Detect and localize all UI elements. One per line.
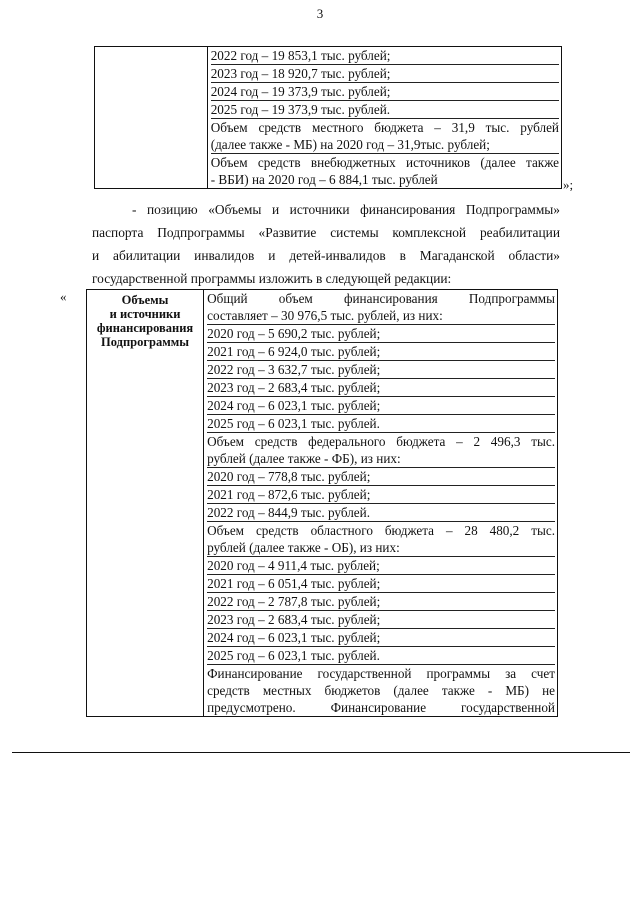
- funding-table-continued: [94, 46, 562, 189]
- funding-line: Объем средств федерального бюджета – 2 496,3 тыс.: [207, 434, 555, 449]
- funding-line: 2023 год – 2 683,4 тыс. рублей;: [207, 378, 555, 396]
- funding-details-cell: [204, 290, 558, 717]
- table-label-cell: [87, 290, 204, 717]
- funding-line: 2022 год – 19 853,1 тыс. рублей;: [210, 48, 391, 63]
- label-line: Подпрограммы: [101, 335, 190, 349]
- funding-line: 2021 год – 872,6 тыс. рублей;: [207, 485, 555, 503]
- funding-line: средств местных бюджетов (далее также - МБ) не: [207, 683, 555, 698]
- funding-details-cell: [207, 47, 561, 189]
- footer-rule: [12, 752, 630, 753]
- funding-line: 2023 год – 2 683,4 тыс. рублей;: [207, 610, 555, 628]
- funding-line: рублей (далее также - ОБ), из них:: [207, 540, 400, 555]
- funding-line: (далее также - МБ) на 2020 год – 31,9тыс. рублей;: [210, 137, 490, 152]
- label-line: финансирования: [96, 321, 194, 335]
- funding-line: предусмотрено. Финансирование государственной: [207, 700, 555, 715]
- funding-line: 2025 год – 6 023,1 тыс. рублей.: [207, 414, 555, 432]
- label-line: Объемы: [121, 293, 169, 307]
- funding-line: 2024 год – 6 023,1 тыс. рублей;: [207, 396, 555, 414]
- funding-line: 2021 год – 6 051,4 тыс. рублей;: [207, 574, 555, 592]
- funding-line: рублей (далее также - ФБ), из них:: [207, 451, 401, 466]
- funding-line: Объем средств областного бюджета – 28 480,2 тыс.: [207, 523, 555, 538]
- funding-line: 2021 год – 6 924,0 тыс. рублей;: [207, 342, 555, 360]
- funding-line: Объем средств местного бюджета – 31,9 тыс. рублей: [210, 120, 559, 135]
- funding-line: составляет – 30 976,5 тыс. рублей, из них:: [207, 308, 443, 323]
- funding-line: 2025 год – 19 373,9 тыс. рублей.: [211, 100, 559, 118]
- funding-line: - ВБИ) на 2020 год – 6 884,1 тыс. рублей: [210, 172, 438, 187]
- funding-line: 2025 год – 6 023,1 тыс. рублей.: [207, 646, 555, 664]
- empty-label-cell: [95, 47, 208, 189]
- paragraph-line: - позицию «Объемы и источники финансирования Подпрограммы»: [132, 202, 560, 217]
- funding-line: Финансирование государственной программы за счет: [207, 666, 555, 681]
- funding-line: 2022 год – 2 787,8 тыс. рублей;: [207, 592, 555, 610]
- funding-line: 2020 год – 778,8 тыс. рублей;: [207, 467, 555, 485]
- funding-line: 2022 год – 844,9 тыс. рублей.: [207, 503, 555, 521]
- paragraph-line: паспорта Подпрограммы «Развитие системы комплексной реабилитации: [92, 225, 560, 240]
- paragraph-line: государственной программы изложить в следующей редакции:: [92, 271, 452, 286]
- funding-line: 2024 год – 6 023,1 тыс. рублей;: [207, 628, 555, 646]
- funding-line: Общий объем финансирования Подпрограммы: [207, 291, 555, 306]
- opening-quote: «: [60, 289, 67, 304]
- closing-quote: »;: [563, 177, 574, 192]
- funding-line: 2020 год – 5 690,2 тыс. рублей;: [207, 324, 555, 342]
- funding-line: 2023 год – 18 920,7 тыс. рублей;: [211, 64, 559, 82]
- label-line: и источники: [109, 307, 181, 321]
- funding-line: Объем средств внебюджетных источников (далее также: [210, 155, 559, 170]
- amendment-paragraph: [92, 198, 560, 290]
- paragraph-line: и абилитации инвалидов и детей-инвалидов в Магаданской области»: [92, 248, 560, 263]
- funding-line: 2020 год – 4 911,4 тыс. рублей;: [207, 556, 555, 574]
- funding-sources-table: [86, 289, 558, 717]
- funding-line: 2022 год – 3 632,7 тыс. рублей;: [207, 360, 555, 378]
- funding-line: 2024 год – 19 373,9 тыс. рублей;: [211, 82, 559, 100]
- page-number: 3: [316, 6, 324, 21]
